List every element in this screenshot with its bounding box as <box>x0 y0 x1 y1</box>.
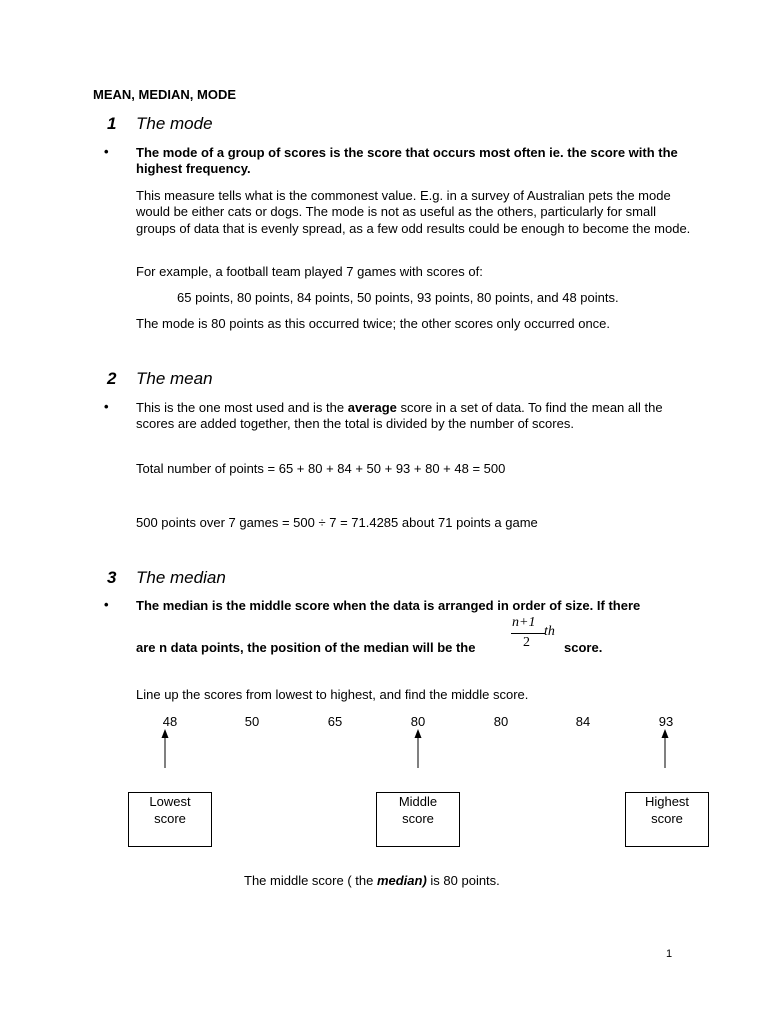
mean-definition-start: This is the one most used and is the <box>136 400 348 415</box>
mode-example-intro: For example, a football team played 7 games with scores of: <box>136 264 483 279</box>
lowest-score-label-line1: Lowest <box>149 794 191 809</box>
highest-score-label-line2: score <box>651 810 683 826</box>
up-arrow-icon <box>662 729 669 768</box>
formula-suffix: th <box>544 624 555 639</box>
median-conclusion-start: The middle score ( the <box>244 873 377 888</box>
middle-score-box <box>376 792 460 847</box>
section-2-number: 2 <box>107 369 117 388</box>
median-definition-line1: The median is the middle score when the data is arranged in order of size. If there <box>136 598 641 613</box>
section-3-bullet: • <box>104 597 109 612</box>
mode-conclusion: The mode is 80 points as this occurred twice; the other scores only occurred once. <box>136 316 611 331</box>
formula-numerator: n+1 <box>512 615 536 630</box>
median-term: median) <box>376 873 427 888</box>
lowest-score-label-line2: score <box>154 810 186 826</box>
lowest-score-box <box>128 792 212 847</box>
up-arrow-icon <box>162 729 169 768</box>
middle-score-label-line1: Middle <box>398 794 438 809</box>
highest-score-box <box>625 792 709 847</box>
section-3-title: The median <box>136 568 226 587</box>
formula-denominator: 2 <box>523 635 530 650</box>
middle-score-label-line2: score <box>402 810 434 826</box>
mean-average-term: average <box>347 400 397 415</box>
sorted-score: 80 <box>493 714 509 729</box>
section-2-title: The mean <box>136 369 213 388</box>
section-1-bullet: • <box>104 144 109 159</box>
median-definition-line2: are n data points, the position of the median will be the <box>136 640 476 655</box>
section-2-bullet: • <box>104 399 109 414</box>
median-conclusion-end: is 80 points. <box>426 873 500 888</box>
page-number: 1 <box>666 948 673 960</box>
sorted-score: 65 <box>327 714 343 729</box>
mode-definition: The mode of a group of scores is the score that occurs most often ie. the score with the highest frequency. <box>136 145 678 177</box>
highest-score-label-line1: Highest <box>644 794 690 809</box>
sorted-score: 93 <box>658 714 674 729</box>
section-1-title: The mode <box>136 114 213 133</box>
median-conclusion <box>244 873 644 889</box>
sorted-score: 84 <box>575 714 591 729</box>
mean-division-line: 500 points over 7 games = 500 ÷ 7 = 71.4285 about 71 points a game <box>136 515 538 530</box>
sorted-score: 50 <box>244 714 260 729</box>
mode-example-scores: 65 points, 80 points, 84 points, 50 points, 93 points, 80 points, and 48 points. <box>177 290 619 305</box>
up-arrow-icon <box>415 729 422 768</box>
mean-total-line: Total number of points = 65 + 80 + 84 + 50 + 93 + 80 + 48 = 500 <box>136 461 506 476</box>
median-definition-line2-end: score. <box>564 640 603 655</box>
mode-explanation: This measure tells what is the commonest value. E.g. in a survey of Australian pets the mode would be either cats or dogs. The mode is not as useful as the others, particularly for small groups of data that is evenly spread, as a few odd results could be enough to become the mode. <box>136 188 691 236</box>
sorted-score: 80 <box>410 714 426 729</box>
section-3-number: 3 <box>107 568 117 587</box>
sorted-score: 48 <box>162 714 178 729</box>
document-title: MEAN, MEDIAN, MODE <box>93 87 236 102</box>
mean-definition-end: score in a set of data. To find the mean all the scores are added together, then the total is divided by the number of scores. <box>136 400 663 432</box>
section-1-number: 1 <box>107 114 117 133</box>
median-lineup-instruction: Line up the scores from lowest to highest, and find the middle score. <box>136 687 529 702</box>
